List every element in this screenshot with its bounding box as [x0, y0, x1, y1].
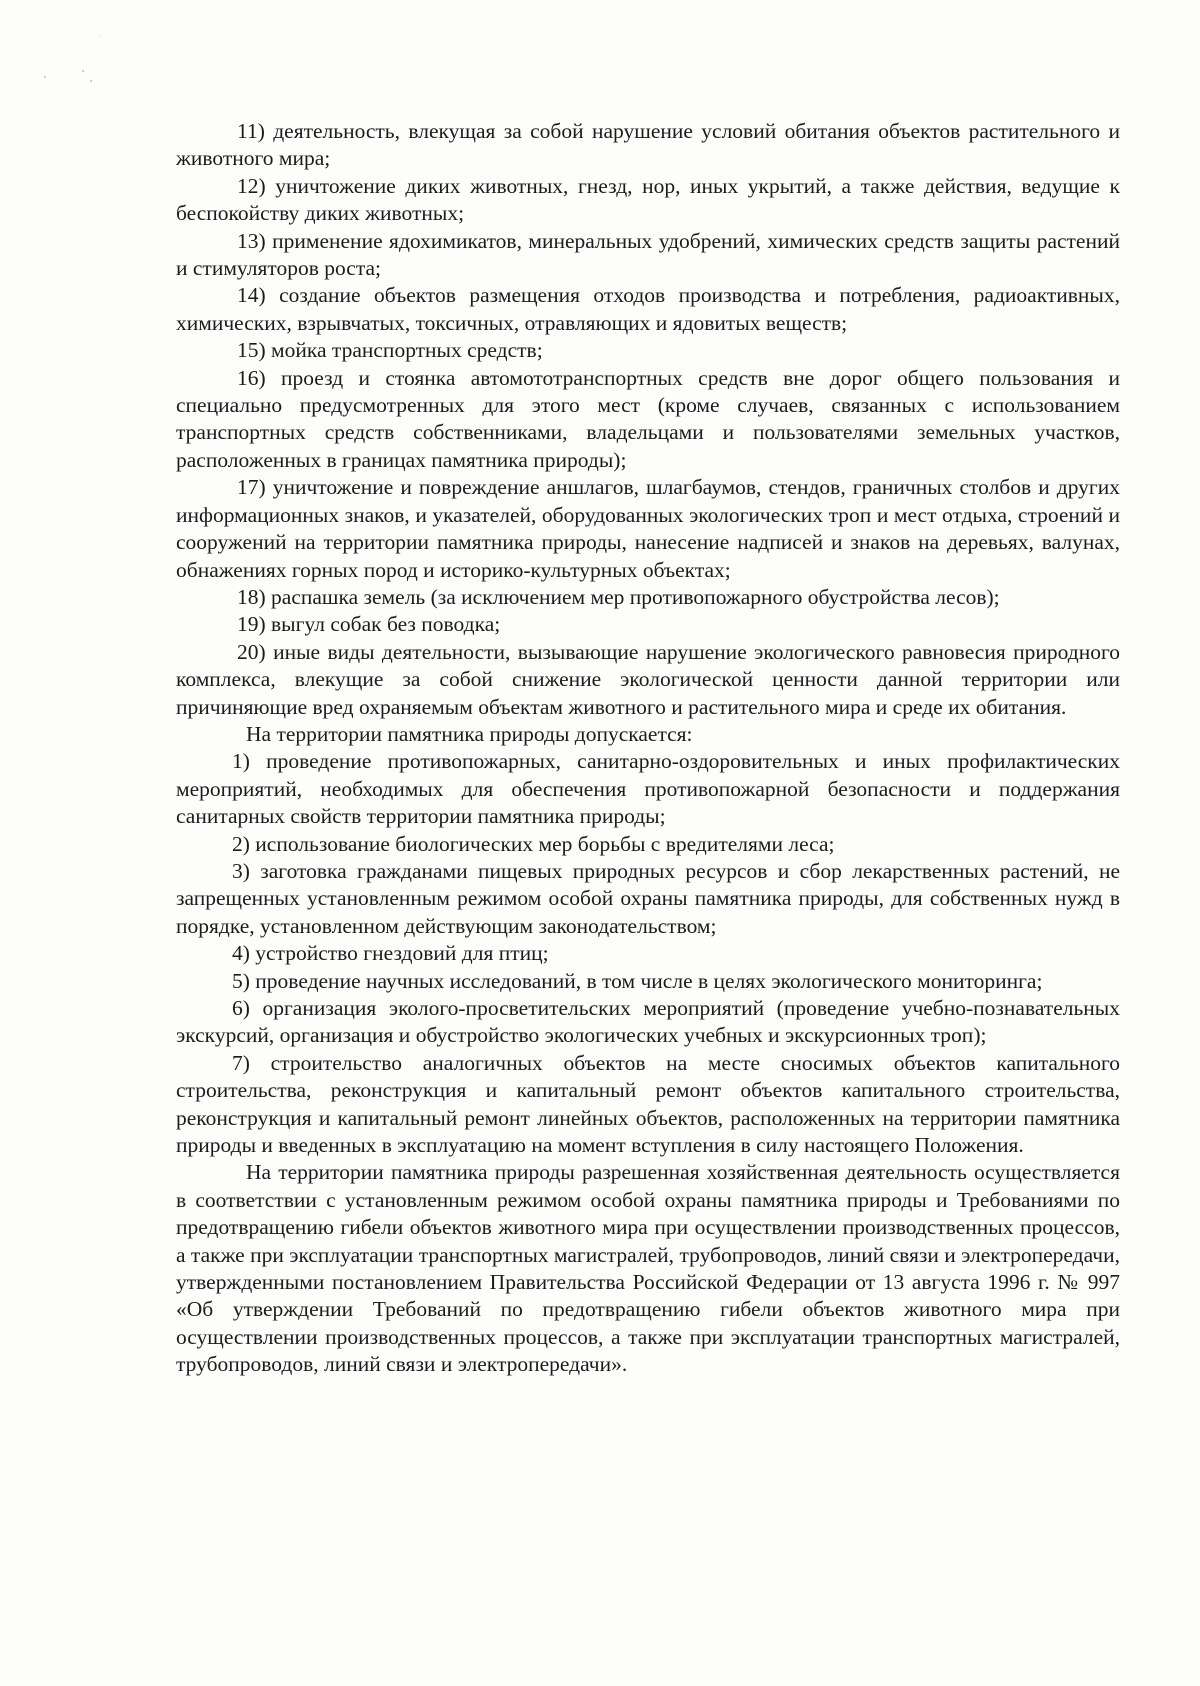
scan-speck	[82, 70, 84, 72]
list-item-16: 16) проезд и стоянка автомототранспортных средств вне дорог общего пользования и специально предусмотренных для этого мест (кроме случаев, связанных с использованием транспортных средств собственниками, владельцами и пользователями земельных участков, расположенных в границах памятника природы);	[176, 365, 1120, 472]
scan-speck	[100, 36, 101, 37]
permitted-item-1: 1) проведение противопожарных, санитарно-оздоровительных и иных профилактических мероприятий, необходимых для обеспечения противопожарной безопасности и поддержания санитарных свойств территории памятника природы;	[176, 749, 1120, 829]
scan-speck	[90, 80, 92, 82]
economic-activity-paragraph: На территории памятника природы разрешенная хозяйственная деятельность осуществляется в соответствии с установленным режимом особой охраны памятника природы и Требованиями по предотвращению гибели объектов животного мира при осуществлении производственных процессов, а также при эксплуатации транспортных магистралей, трубопроводов, линий связи и электропередачи, утвержденными постановлением Правительства Российской Федерации от 13 августа 1996 г. № 997 «Об утверждении Требований по предотвращению гибели объектов животного мира при осуществлении производственных процессов, а также при эксплуатации транспортных магистралей, трубопроводов, линий связи и электропередачи».	[176, 1160, 1120, 1377]
permitted-item-6: 6) организация эколого-просветительских мероприятий (проведение учебно-познавательных экскурсий, организация и обустройство экологических учебных и экскурсионных троп);	[176, 996, 1120, 1048]
list-item-17: 17) уничтожение и повреждение аншлагов, шлагбаумов, стендов, граничных столбов и других информационных знаков, и указателей, оборудованных экологических троп и мест отдыха, строений и сооружений на территории памятника природы, нанесение надписей и знаков на деревьях, валунах, обнажениях горных пород и историко-культурных объектах;	[176, 475, 1120, 582]
list-item-14: 14) создание объектов размещения отходов производства и потребления, радиоактивных, химических, взрывчатых, токсичных, отравляющих и ядовитых веществ;	[176, 283, 1120, 335]
permitted-item-3: 3) заготовка гражданами пищевых природных ресурсов и сбор лекарственных растений, не запрещенных установленным режимом особой охраны памятника природы, для собственных нужд в порядке, установленном действующим законодательством;	[176, 858, 1120, 938]
list-item-11: 11) деятельность, влекущая за собой нарушение условий обитания объектов растительного и животного мира;	[176, 119, 1120, 171]
list-item-13: 13) применение ядохимикатов, минеральных удобрений, химических средств защиты растений и стимуляторов роста;	[176, 228, 1120, 281]
list-item-15: 15) мойка транспортных средств;	[237, 338, 543, 363]
permitted-item-5: 5) проведение научных исследований, в том числе в целях экологического мониторинга;	[232, 968, 1043, 993]
permitted-item-2: 2) использование биологических мер борьбы с вредителями леса;	[232, 831, 835, 856]
list-item-18: 18) распашка земель (за исключением мер противопожарного обустройства лесов);	[237, 584, 1000, 609]
list-item-19: 19) выгул собак без поводка;	[237, 612, 501, 637]
scan-speck	[44, 76, 46, 78]
list-item-20: 20) иные виды деятельности, вызывающие нарушение экологического равновесия природного комплекса, влекущие за собой снижение экологической ценности данной территории или причиняющие вред охраняемым объектам животного и растительного мира и среде их обитания.	[176, 639, 1120, 719]
list-item-12: 12) уничтожение диких животных, гнезд, нор, иных укрытий, а также действия, ведущие к беспокойству диких животных;	[176, 173, 1120, 226]
permitted-heading: На территории памятника природы допускается:	[246, 721, 693, 746]
permitted-item-7: 7) строительство аналогичных объектов на месте сносимых объектов капитального строительства, реконструкция и капитальный ремонт объектов капитального строительства, реконструкция и капитальный ремонт линейных объектов, расположенных на территории памятника природы и введенных в эксплуатацию на момент вступления в силу настоящего Положения.	[176, 1050, 1120, 1158]
permitted-item-4: 4) устройство гнездовий для птиц;	[232, 941, 549, 966]
document-body	[176, 118, 1120, 1379]
